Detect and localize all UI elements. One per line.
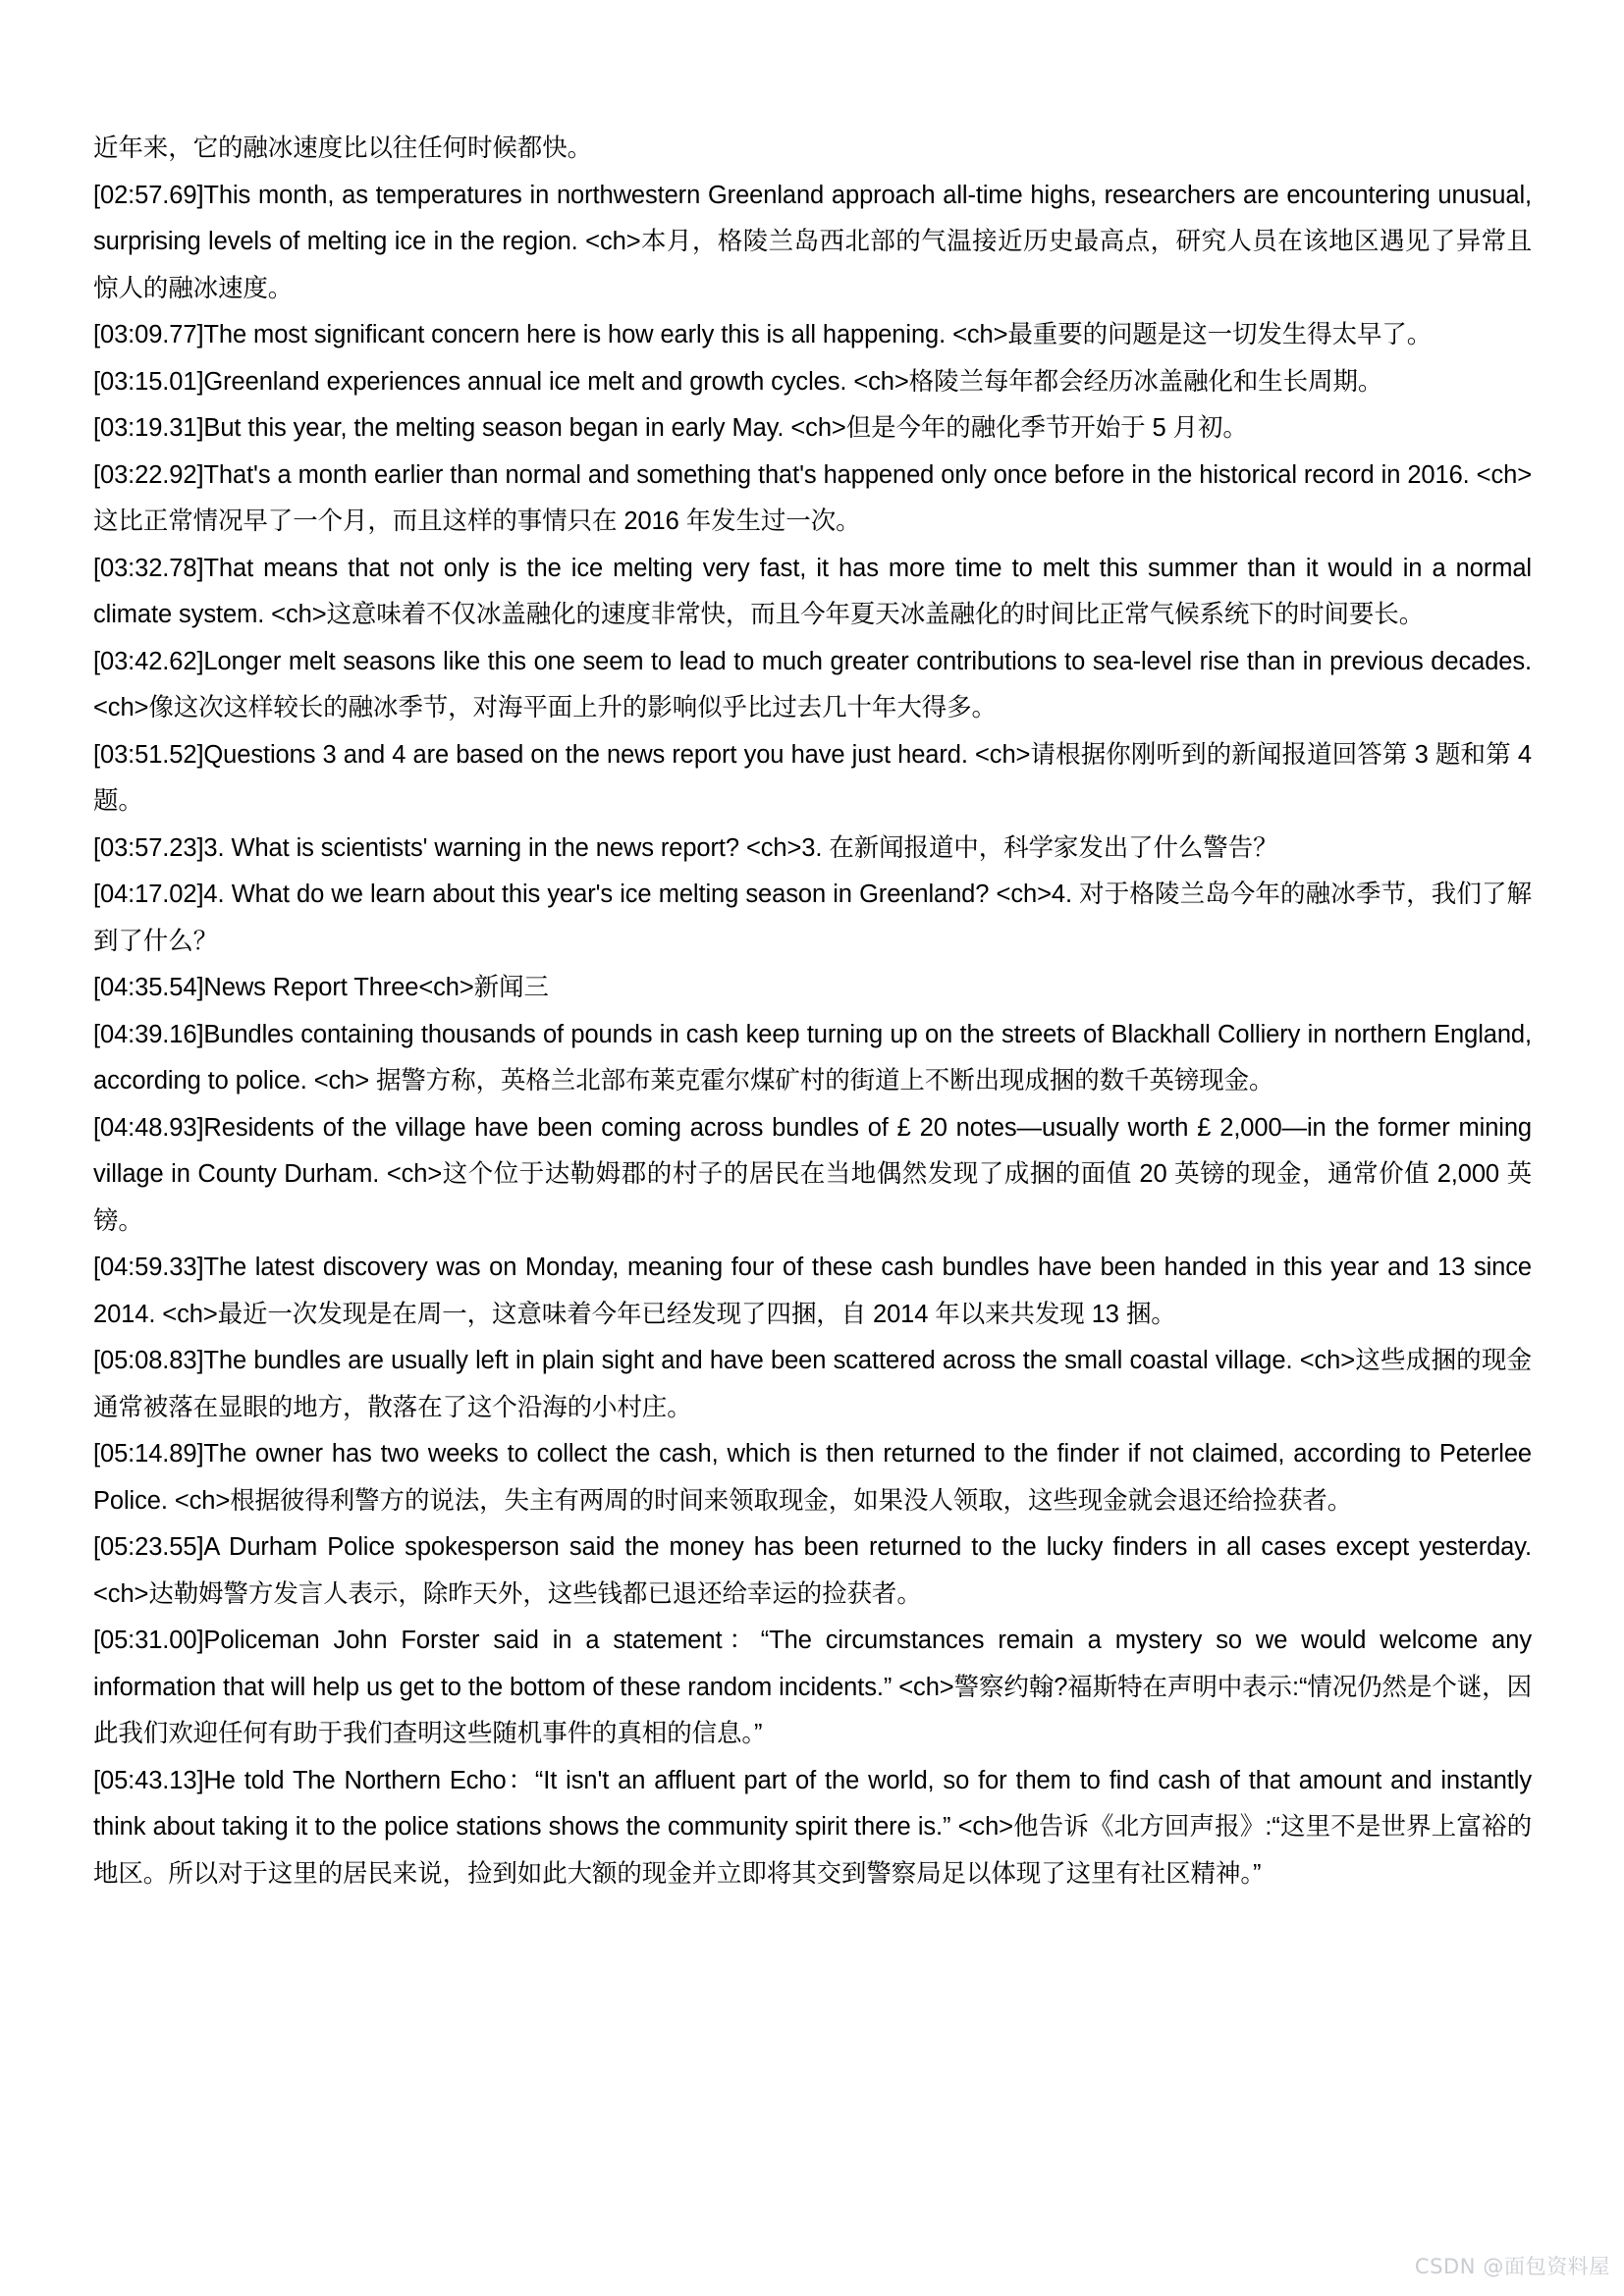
transcript-paragraph: [03:42.62]Longer melt seasons like this one seem to lead to much greater contributions to sea-level rise than in previous decades. <ch>像这次这样较长的融冰季节，对海平面上升的影响似乎比过去几十年大得多。 (93, 647, 1532, 721)
transcript-paragraph: [05:31.00]Policeman John Forster said in a statement：“The circumstances remain a mystery so we would welcome any information that will help us get to the bottom of these random incidents.” <ch>警察约翰?福斯特在声明中表示:“情况仍然是个谜，因此我们欢迎任何有助于我们查明这些随机事件的真相的信息。” (93, 1627, 1532, 1747)
transcript-paragraph: [03:51.52]Questions 3 and 4 are based on the news report you have just heard. <ch>请根据你刚听到的新闻报道回答第 3 题和第 4 题。 (93, 740, 1532, 815)
transcript-paragraph: [03:32.78]That means that not only is the ice melting very fast, it has more time to melt this summer than it would in a normal climate system. <ch>这意味着不仅冰盖融化的速度非常快，而且今年夏天冰盖融化的时间比正常气候系统下的时间要长。 (93, 554, 1532, 628)
csdn-watermark: CSDN @面包资料屋 (1414, 2255, 1610, 2278)
transcript-paragraph: [04:17.02]4. What do we learn about this year's ice melting season in Greenland? <ch>4. 对于格陵兰岛今年的融冰季节，我们了解到了什么？ (93, 881, 1532, 955)
transcript-paragraph: [05:23.55]A Durham Police spokesperson said the money has been returned to the lucky finders in all cases except yesterday. <ch>达勒姆警方发言人表示，除昨天外，这些钱都已退还给幸运的捡获者。 (93, 1533, 1532, 1608)
transcript-paragraph: [05:08.83]The bundles are usually left in plain sight and have been scattered across the small coastal village. <ch>这些成捆的现金通常被落在显眼的地方，散落在了这个沿海的小村庄。 (93, 1347, 1532, 1421)
transcript-paragraph: [03:22.92]That's a month earlier than normal and something that's happened only once before in the historical record in 2016. <ch>这比正常情况早了一个月，而且这样的事情只在 2016 年发生过一次。 (93, 460, 1532, 535)
transcript-paragraph: [04:39.16]Bundles containing thousands of pounds in cash keep turning up on the streets of Blackhall Colliery in northern England, according to police. <ch> 据警方称，英格兰北部布莱克霍尔煤矿村的街道上不断出现成捆的数千英镑现金。 (93, 1020, 1532, 1095)
transcript-paragraph: 近年来，它的融冰速度比以往任何时候都快。 (93, 134, 593, 162)
transcript-paragraph: [04:35.54]News Report Three<ch>新闻三 (93, 974, 549, 1001)
transcript-paragraph: [03:09.77]The most significant concern here is how early this is all happening. <ch>最重要的问题是这一切发生得太早了。 (93, 321, 1433, 348)
transcript-paragraph: [04:59.33]The latest discovery was on Monday, meaning four of these cash bundles have been handed in this year and 13 since 2014. <ch>最近一次发现是在周一，这意味着今年已经发现了四捆，自 2014 年以来共发现 13 捆。 (93, 1254, 1532, 1328)
transcript-paragraph: [03:57.23]3. What is scientists' warning in the news report? <ch>3. 在新闻报道中，科学家发出了什么警告？ (93, 833, 1278, 862)
transcript-paragraph: [04:48.93]Residents of the village have been coming across bundles of £ 20 notes—usually worth £ 2,000—in the former mining village in County Durham. <ch>这个位于达勒姆郡的村子的居民在当地偶然发现了成捆的面值 20 英镑的现金，通常价值 2,000 英镑。 (93, 1113, 1532, 1235)
transcript-paragraph: [03:15.01]Greenland experiences annual ice melt and growth cycles. <ch>格陵兰每年都会经历冰盖融化和生长周期。 (93, 367, 1383, 396)
transcript-paragraph: [05:14.89]The owner has two weeks to collect the cash, which is then returned to the finder if not claimed, according to Peterlee Police. <ch>根据彼得利警方的说法，失主有两周的时间来领取现金，如果没人领取，这些现金就会退还给捡获者。 (93, 1440, 1532, 1515)
transcript-paragraph: [02:57.69]This month, as temperatures in northwestern Greenland approach all-time highs, researchers are encountering unusual, surprising levels of melting ice in the region. <ch>本月，格陵兰岛西北部的气温接近历史最高点，研究人员在该地区遇见了异常且惊人的融冰速度。 (93, 181, 1532, 302)
transcript-paragraph: [03:19.31]But this year, the melting season began in early May. <ch>但是今年的融化季节开始于 5 月初。 (93, 414, 1248, 442)
transcript-paragraph: [05:43.13]He told The Northern Echo：“It isn't an affluent part of the world, so for them to find cash of that amount and instantly think about taking it to the police stations shows the community spirit there is.” <ch>他告诉《北方回声报》:“这里不是世界上富裕的地区。所以对于这里的居民来说，捡到如此大额的现金并立即将其交到警察局足以体现了这里有社区精神。” (93, 1766, 1532, 1888)
transcript-body (93, 126, 1532, 1897)
